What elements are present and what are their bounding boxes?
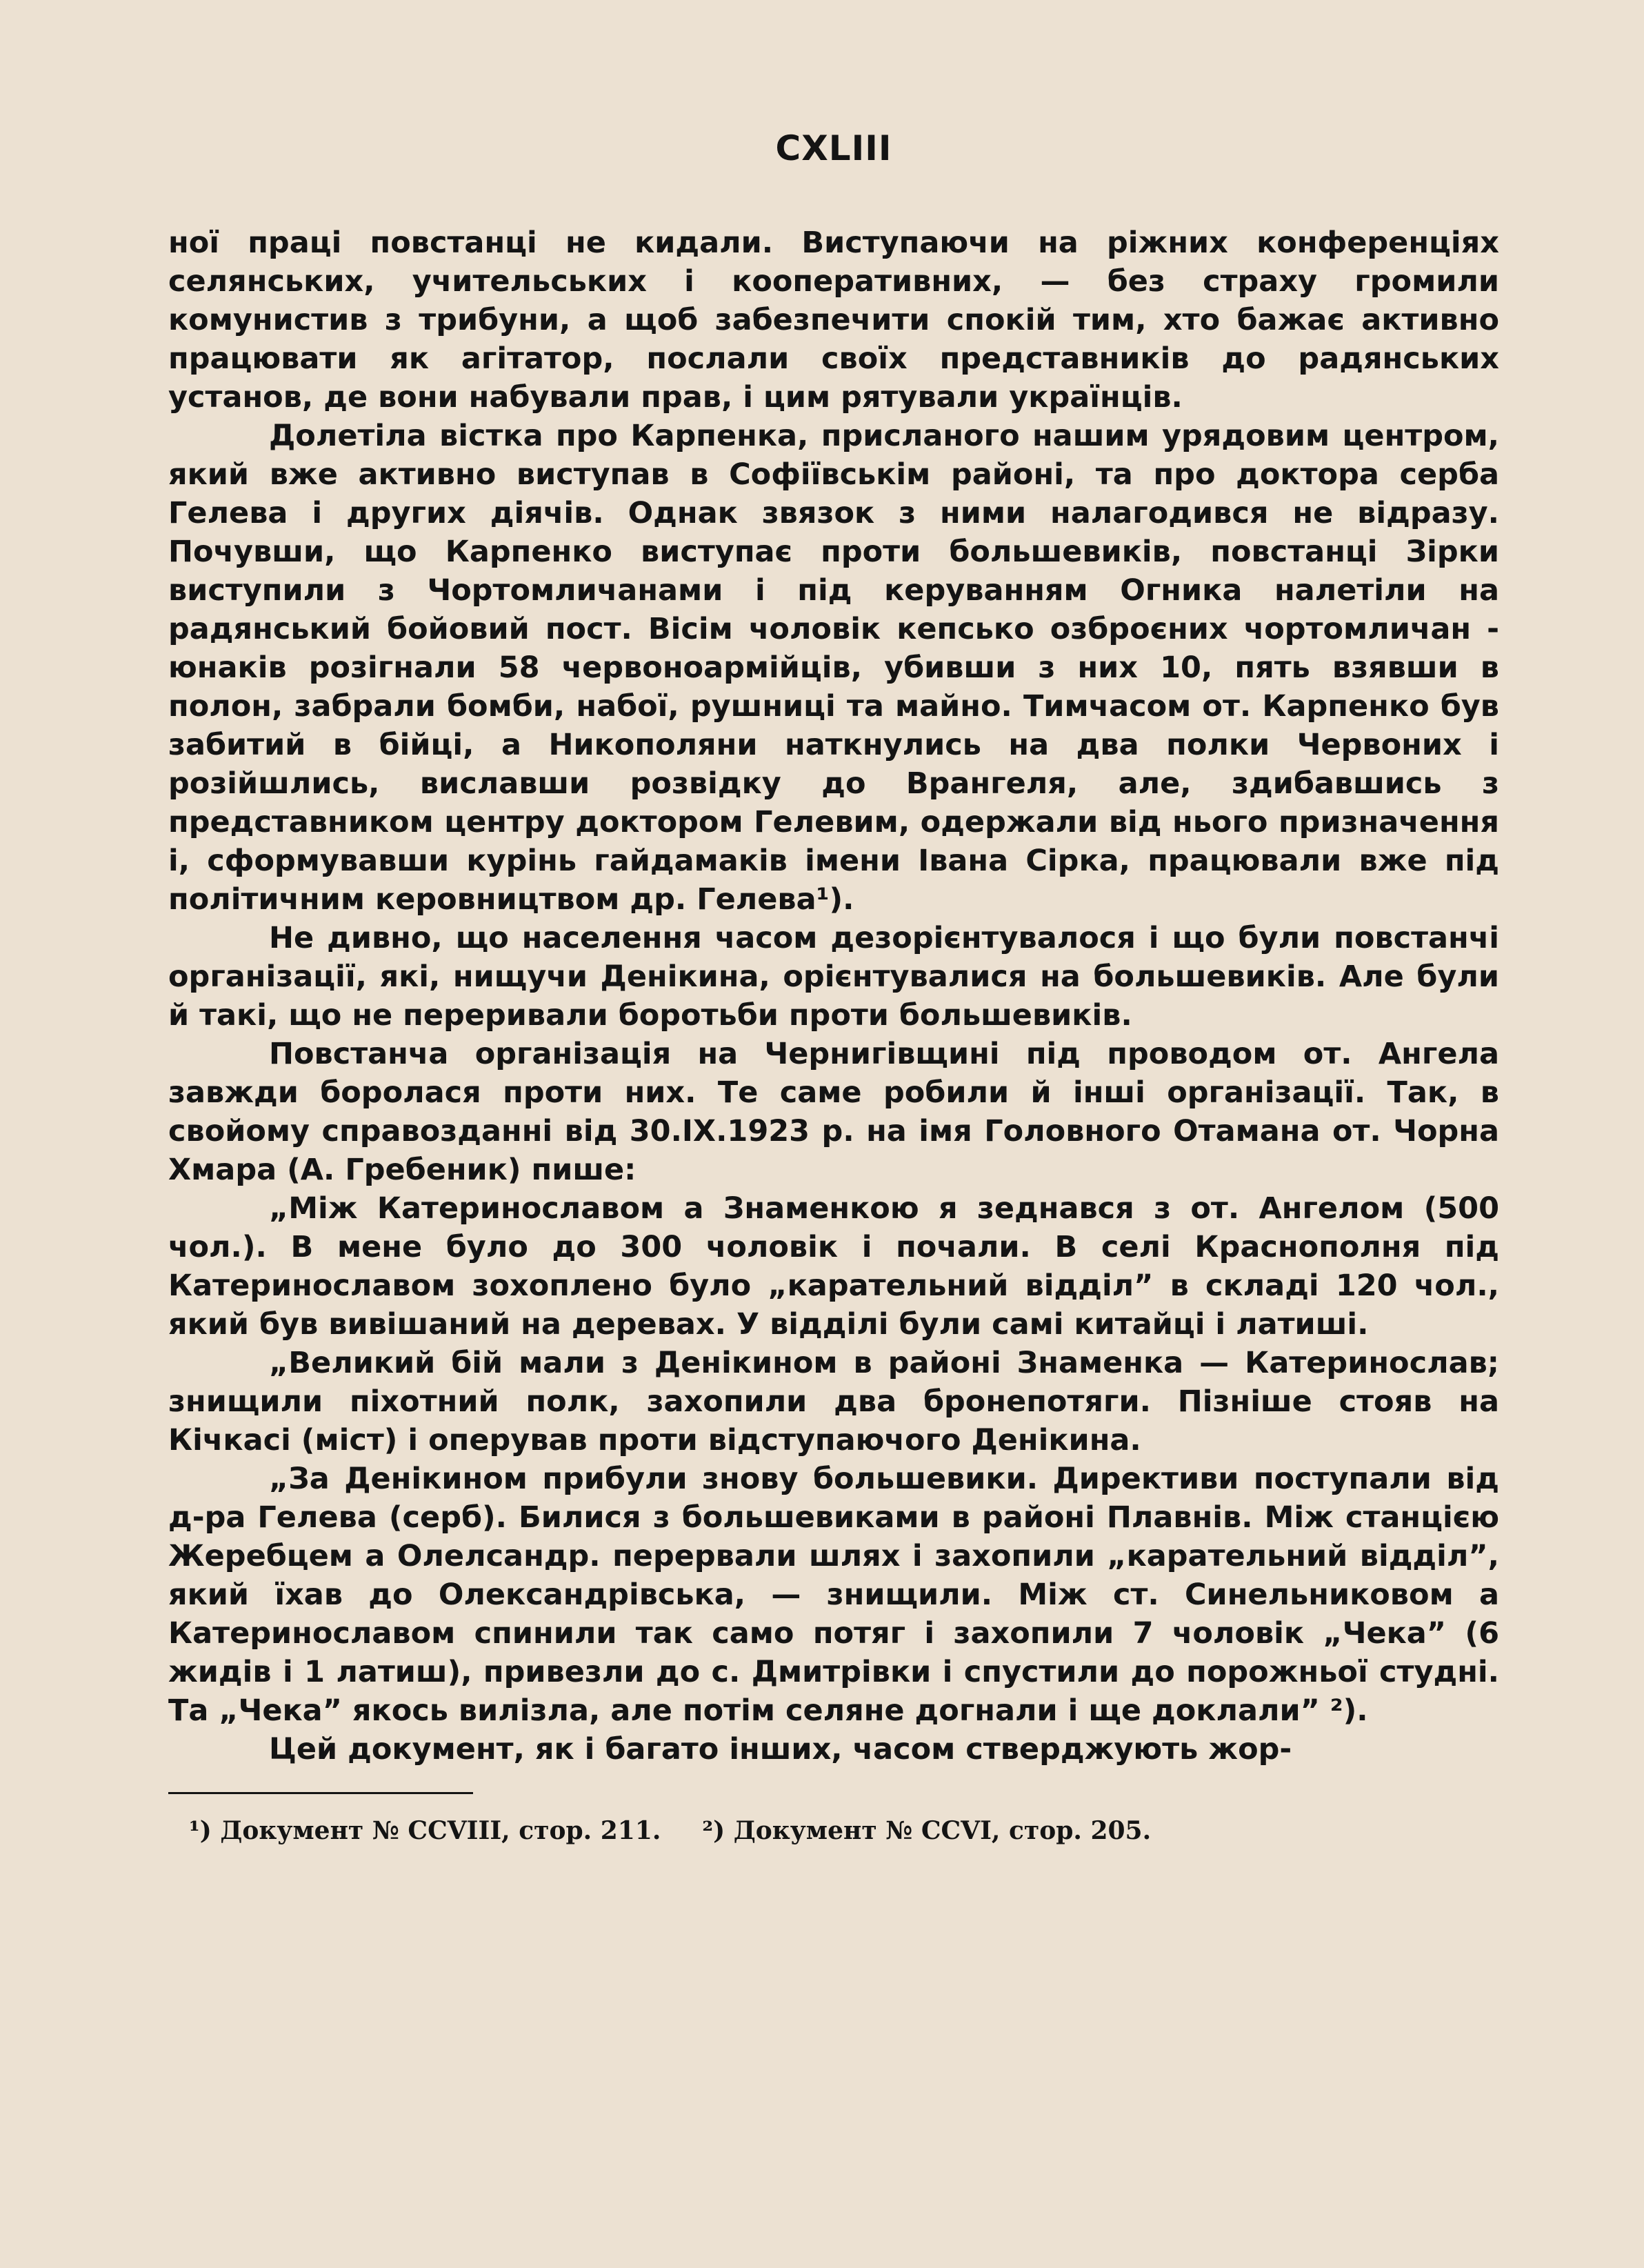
footnote-1: ¹) Документ № CCVIII, стор. 211. <box>189 1816 661 1845</box>
document-page <box>168 117 1499 1848</box>
paragraph-1: ної праці повстанці не кидали. Виступаючи на ріжних конференціях селянських, учительських і кооперативних, — без страху громили комунистив з трибуни, а щоб забезпечити спокій тим, хто бажає активно працювати як агітатор, послали своїх представників до радянських установ, де вони набували прав, і цим рятували українців. <box>168 226 1499 415</box>
footnotes <box>168 1813 1499 1848</box>
paragraph-7-quote: „За Денікином прибули знову большевики. Директиви поступали від д-ра Гелева (серб). Билися з большевиками в районі Плавнів. Між станцією Жеребцем а Олелсандр. перервали шлях і захопили „карательний відділ”, який їхав до Олександрівська, — знищили. Між ст. Синельниковом а Катеринославом спинили так само потяг і захопили 7 чоловік „Чека” (6 жидів і 1 латиш), привезли до с. Дмитрівки і спустили до порожньої студні. Та „Чека” якось вилізла, але потім селяне догнали і ще доклали” ²). <box>168 1462 1499 1728</box>
paragraph-6-quote: „Великий бій мали з Денікином в районі Знаменка — Катеринослав; знищили піхотний полк, захопили два бронепотяги. Пізніше стояв на Кічкасі (міст) і оперував проти відступаючого Денікина. <box>168 1346 1499 1458</box>
body-text <box>168 223 1499 1769</box>
paragraph-3: Не дивно, що населення часом дезорієнтувалося і що були повстанчі організації, які, нищучи Денікина, орієнтувалися на большевиків. Але були й такі, що не переривали боротьби проти большевиків. <box>168 921 1499 1033</box>
paragraph-4: Повстанча організація на Чернигівщині під проводом от. Ангела завжди боролася проти них. Те саме робили й інші організації. Так, в свойому справозданні від 30.IX.1923 р. на імя Головного Отамана от. Чорна Хмара (А. Гребеник) пише: <box>168 1037 1499 1187</box>
footnote-divider <box>168 1792 473 1794</box>
page-number: CXLIII <box>775 128 892 168</box>
paragraph-8: Цей документ, як і багато інших, часом стверджують жор- <box>269 1732 1292 1767</box>
paragraph-2: Долетіла вістка про Карпенка, присланого нашим урядовим центром, який вже активно виступав в Софіївськім районі, та про доктора серба Гелева і других діячів. Однак звязок з ними налагодився не відразу. Почувши, що Карпенко виступає проти большевиків, повстанці Зірки виступили з Чортомличанами і під керуванням Огника налетіли на радянський бойовий пост. Вісім чоловік кепсько озброєних чортомличан - юнаків розігнали 58 червоноармійців, убивши з них 10, пять взявши в полон, забрали бомби, набої, рушниці та майно. Тимчасом от. Карпенко був забитий в бійці, а Никополяни наткнулись на два полки Червоних і розійшлись, виславши розвідку до Врангеля, але, здибавшись з представником центру доктором Гелевим, одержали від нього призначення і, сформувавши курінь гайдамаків імени Івана Сірка, працювали вже під політичним керовництвом др. Гелева¹). <box>168 419 1499 917</box>
footnote-2: ²) Документ № CCVI, стор. 205. <box>702 1816 1152 1845</box>
paragraph-5-quote: „Між Катеринославом а Знаменкою я зеднався з от. Ангелом (500 чол.). В мене було до 300 чоловік і почали. В селі Краснополня під Катеринославом зохоплено було „карательний відділ” в складі 120 чол., який був вивішаний на деревах. У відділі були самі китайці і латиші. <box>168 1191 1499 1342</box>
